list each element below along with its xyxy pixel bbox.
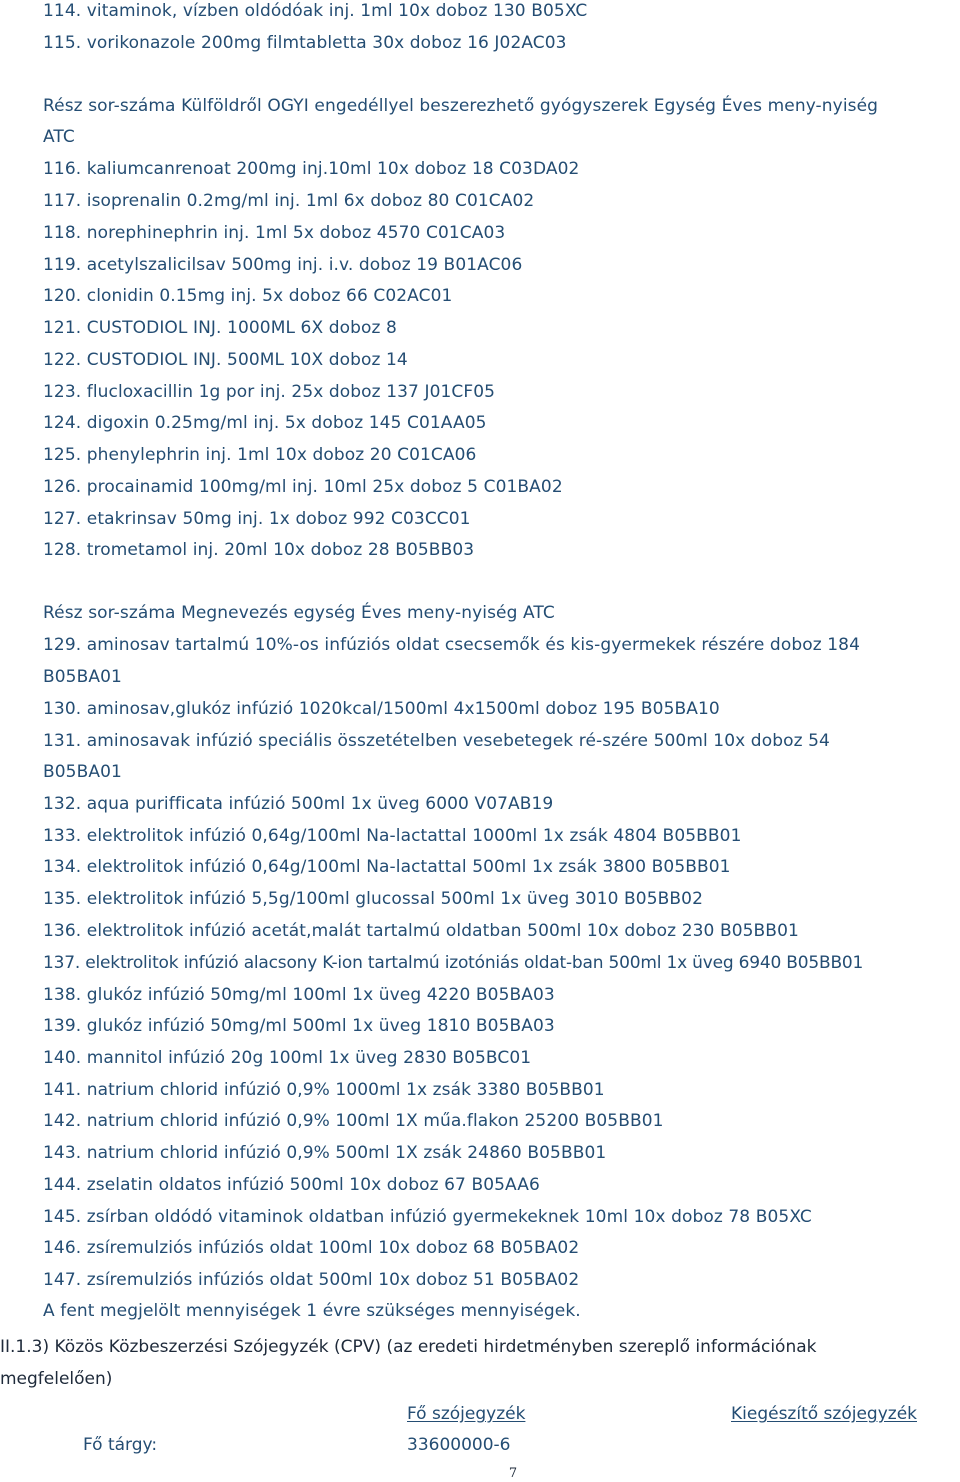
list-item: 122. CUSTODIOL INJ. 500ML 10X doboz 14 <box>43 350 408 370</box>
list-item: 115. vorikonazole 200mg filmtabletta 30x doboz 16 J02AC03 <box>43 33 567 53</box>
list-item: 124. digoxin 0.25mg/ml inj. 5x doboz 145 C01AA05 <box>43 413 487 433</box>
list-item: 119. acetylszalicilsav 500mg inj. i.v. doboz 19 B01AC06 <box>43 255 523 275</box>
list-item: 114. vitaminok, vízben oldódóak inj. 1ml 10x doboz 130 B05XC <box>43 1 588 21</box>
list-item: 133. elektrolitok infúzió 0,64g/100ml Na-lactattal 1000ml 1x zsák 4804 B05BB01 <box>43 826 742 846</box>
section-title-cont: megfelelően) <box>0 1369 113 1389</box>
list-item: 136. elektrolitok infúzió acetát,malát tartalmú oldatban 500ml 10x doboz 230 B05BB01 <box>43 921 799 941</box>
list-item: 144. zselatin oldatos infúzió 500ml 10x doboz 67 B05AA6 <box>43 1175 540 1195</box>
list-item: 123. flucloxacillin 1g por inj. 25x doboz 137 J01CF05 <box>43 382 496 402</box>
footnote: A fent megjelölt mennyiségek 1 évre szükséges mennyiségek. <box>43 1301 581 1321</box>
table-header: Rész sor-száma Megnevezés egység Éves meny-nyiség ATC <box>43 603 555 623</box>
table-header: Rész sor-száma Külföldről OGYI engedéllyel beszerezhető gyógyszerek Egység Éves meny-nyiség <box>43 96 879 116</box>
list-item: 125. phenylephrin inj. 1ml 10x doboz 20 C01CA06 <box>43 445 477 465</box>
cpv-main-vocabulary-link[interactable]: Fő szójegyzék <box>407 1404 526 1424</box>
list-item: 140. mannitol infúzió 20g 100ml 1x üveg 2830 B05BC01 <box>43 1048 532 1068</box>
list-item: 131. aminosavak infúzió speciális összetételben vesebetegek ré-szére 500ml 10x doboz 54 <box>43 731 830 751</box>
list-item: 130. aminosav,glukóz infúzió 1020kcal/1500ml 4x1500ml doboz 195 B05BA10 <box>43 699 720 719</box>
list-item-cont: B05BA01 <box>43 667 122 687</box>
section-title: II.1.3) Közös Közbeszerzési Szójegyzék (CPV) (az eredeti hirdetményben szereplő információnak <box>0 1337 817 1357</box>
list-item: 147. zsíremulziós infúziós oldat 500ml 10x doboz 51 B05BA02 <box>43 1270 580 1290</box>
list-item: 128. trometamol inj. 20ml 10x doboz 28 B05BB03 <box>43 540 475 560</box>
list-item: 139. glukóz infúzió 50mg/ml 500ml 1x üveg 1810 B05BA03 <box>43 1016 555 1036</box>
cpv-main-subject-code: 33600000-6 <box>407 1435 511 1455</box>
list-item: 126. procainamid 100mg/ml inj. 10ml 25x doboz 5 C01BA02 <box>43 477 563 497</box>
list-item: 146. zsíremulziós infúziós oldat 100ml 10x doboz 68 B05BA02 <box>43 1238 580 1258</box>
list-item: 138. glukóz infúzió 50mg/ml 100ml 1x üveg 4220 B05BA03 <box>43 985 555 1005</box>
list-item: 121. CUSTODIOL INJ. 1000ML 6X doboz 8 <box>43 318 397 338</box>
cpv-main-subject-label: Fő tárgy: <box>83 1435 158 1455</box>
list-item: 141. natrium chlorid infúzió 0,9% 1000ml 1x zsák 3380 B05BB01 <box>43 1080 605 1100</box>
list-item: 129. aminosav tartalmú 10%-os infúziós oldat csecsemők és kis-gyermekek részére doboz 184 <box>43 635 860 655</box>
list-item: 143. natrium chlorid infúzió 0,9% 500ml 1X zsák 24860 B05BB01 <box>43 1143 607 1163</box>
list-item: 118. norephinephrin inj. 1ml 5x doboz 4570 C01CA03 <box>43 223 506 243</box>
list-item: 120. clonidin 0.15mg inj. 5x doboz 66 C02AC01 <box>43 286 453 306</box>
list-item: 127. etakrinsav 50mg inj. 1x doboz 992 C03CC01 <box>43 509 471 529</box>
cpv-supplementary-vocabulary-link[interactable]: Kiegészítő szójegyzék <box>731 1404 917 1424</box>
list-item: 135. elektrolitok infúzió 5,5g/100ml glucossal 500ml 1x üveg 3010 B05BB02 <box>43 889 703 909</box>
list-item-cont: B05BA01 <box>43 762 122 782</box>
list-item: 142. natrium chlorid infúzió 0,9% 100ml 1X műa.flakon 25200 B05BB01 <box>43 1111 664 1131</box>
list-item: 137. elektrolitok infúzió alacsony K-ion tartalmú izotóniás oldat-ban 500ml 1x üveg 6940 B05BB01 <box>43 953 864 973</box>
table-header-cont: ATC <box>43 127 75 147</box>
list-item: 117. isoprenalin 0.2mg/ml inj. 1ml 6x doboz 80 C01CA02 <box>43 191 535 211</box>
list-item: 134. elektrolitok infúzió 0,64g/100ml Na-lactattal 500ml 1x zsák 3800 B05BB01 <box>43 857 731 877</box>
list-item: 116. kaliumcanrenoat 200mg inj.10ml 10x doboz 18 C03DA02 <box>43 159 580 179</box>
page-number: 7 <box>508 1466 518 1481</box>
list-item: 132. aqua purifficata infúzió 500ml 1x üveg 6000 V07AB19 <box>43 794 554 814</box>
list-item: 145. zsírban oldódó vitaminok oldatban infúzió gyermekeknek 10ml 10x doboz 78 B05XC <box>43 1207 812 1227</box>
